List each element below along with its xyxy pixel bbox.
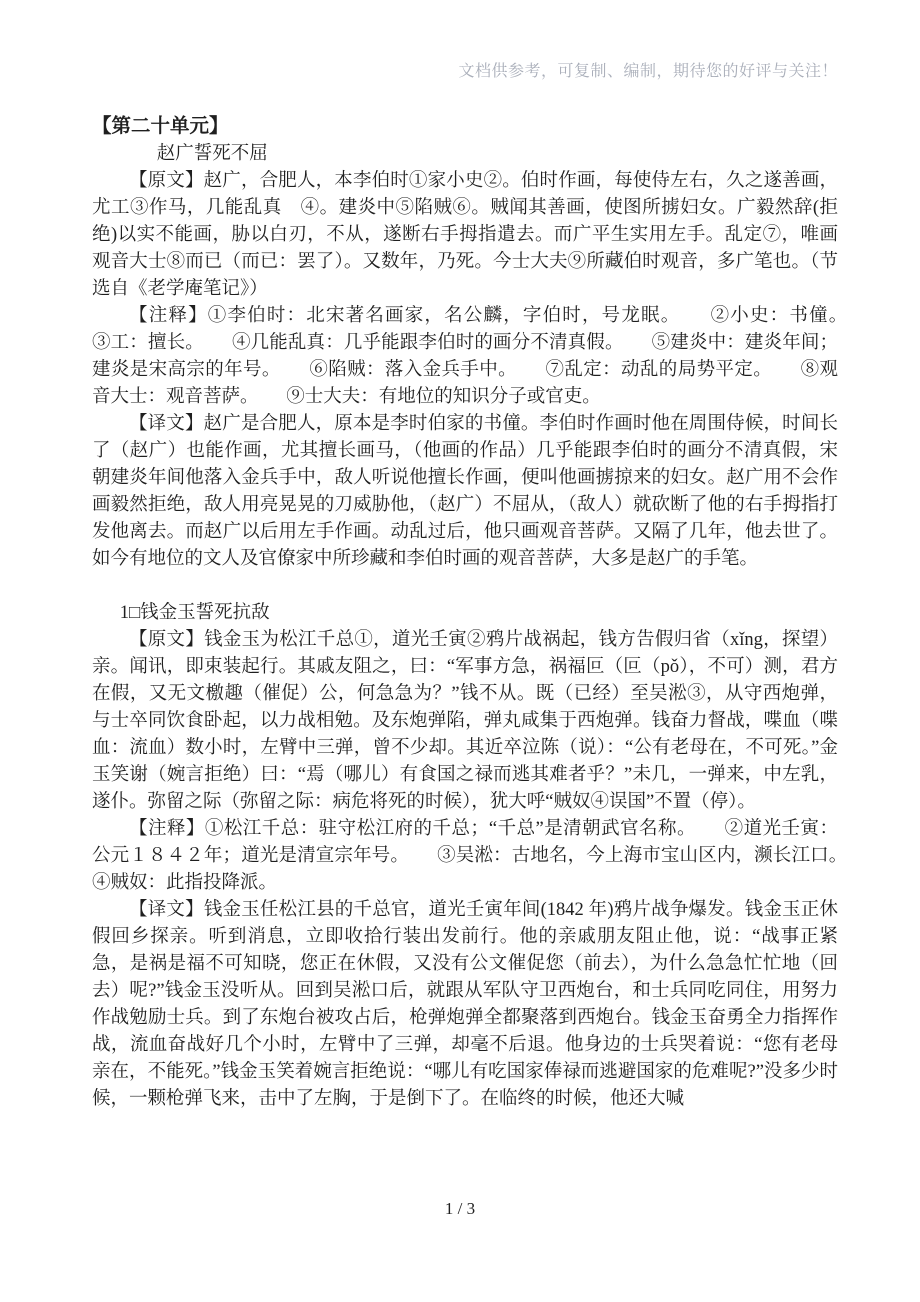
section-1-title: 赵广誓死不屈 (156, 144, 268, 164)
section-1-original-text-paragraph: 【原文】赵广，合肥人，本李伯时①家小史②。伯时作画，每使侍左右，久之遂善画，尤工③作马，几能乱真 ④。建炎中⑤陷贼⑥。贼闻其善画，使图所掳妇女。广毅然辞(拒绝)以实不能画，胁以白刃，不从，遂断右手拇指遣去。而广平生实用左手。乱定⑦，唯画观音大士⑧而已（而已：罢了）。又数年，乃死。今士大夫⑨所藏伯时观音，多广笔也。（节选自《老学庵笔记》） (92, 171, 838, 299)
page-footer (0, 1198, 920, 1220)
section-2-annotations-paragraph: 【注释】①松江千总：驻守松江府的千总；“千总”是清朝武官名称。 ②道光壬寅：公元１８４２年；道光是清宣宗年号。 ③吴淞：古地名，今上海市宝山区内，濒长江口。 ④贼奴：此指投降派。 (92, 819, 876, 893)
page-number-indicator: 1 / 3 (444, 1199, 476, 1218)
section-2-translation-paragraph: 【译文】钱金玉任松江县的千总官，道光壬寅年间(1842 年)鸦片战争爆发。钱金玉正休假回乡探亲。听到消息，立即收拾行装出发前行。他的亲戚朋友阻止他，说：“战事正紧急，是祸是福不可知晓，您正在休假，又没有公文催促您（前去），为什么急急忙忙地（回去）呢?”钱金玉没听从。回到吴淞口后，就跟从军队守卫西炮台，和士兵同吃同住，用努力作战勉励士兵。到了东炮台被攻占后，枪弹炮弹全都聚落到西炮台。钱金玉奋勇全力指挥作战，流血奋战好几个小时，左臂中了三弹，却毫不后退。他身边的士兵哭着说：“您有老母亲在，不能死。”钱金玉笑着婉言拒绝说：“哪儿有吃国家俸禄而逃避国家的危难呢?”没多少时候，一颗枪弹飞来，击中了左胸，于是倒下了。在临终的时候，他还大喊 (92, 900, 838, 1109)
section-1-annotations-paragraph: 【注释】①李伯时：北宋著名画家，名公麟，字伯时，号龙眠。 ②小史：书僮。 ③工：擅长。 ④几能乱真：几乎能跟李伯时的画分不清真假。 ⑤建炎中：建炎年间；建炎是宋高宗的年号。 ⑥陷贼：落入金兵手中。 ⑦乱定：动乱的局势平定。 ⑧观音大士：观音菩萨。 ⑨士大夫：有地位的知识分子或官吏。 (92, 306, 876, 407)
section-2-title: 1□钱金玉誓死抗敌 (119, 603, 270, 623)
header-disclaimer-text: 文档供参考，可复制、编制，期待您的好评与关注！ (458, 63, 838, 80)
section-1-translation-paragraph: 【译文】赵广是合肥人，原本是李时伯家的书僮。李伯时作画时他在周围侍候，时间长了（赵广）也能作画，尤其擅长画马，（他画的作品）几乎能跟李伯时的画分不清真假，宋朝建炎年间他落入金兵手中，敌人听说他擅长作画，便叫他画掳掠来的妇女。赵广用不会作画毅然拒绝，敌人用亮晃晃的刀威胁他，（赵广）不屈从，（敌人）就砍断了他的右手拇指打发他离去。而赵广以后用左手作画。动乱过后，他只画观音菩萨。又隔了几年，他去世了。如今有地位的文人及官僚家中所珍藏和李伯时画的观音菩萨，大多是赵广的手笔。 (92, 414, 838, 569)
unit-title: 【第二十单元】 (92, 116, 229, 137)
section-2-original-text-paragraph: 【原文】钱金玉为松江千总①，道光壬寅②鸦片战祸起，钱方告假归省（xǐng，探望）亲。闻讯，即束装起行。其戚友阻之，曰：“军事方急，祸福叵（叵（pǒ），不可）测，君方在假，又无文檄趣（催促）公，何急急为？”钱不从。既（已经）至吴淞③，从守西炮弹，与士卒同饮食卧起，以力战相勉。及东炮弹陷，弹丸咸集于西炮弹。钱奋力督战，喋血（喋血：流血）数小时，左臂中三弹，曾不少却。其近卒泣陈（说）：“公有老母在，不可死。”金玉笑谢（婉言拒绝）曰：“焉（哪儿）有食国之禄而逃其难者乎？”未几，一弹来，中左乳，遂仆。弥留之际（弥留之际：病危将死的时候），犹大呼“贼奴④误国”不置（停）。 (92, 630, 838, 812)
document-content (92, 112, 876, 1113)
